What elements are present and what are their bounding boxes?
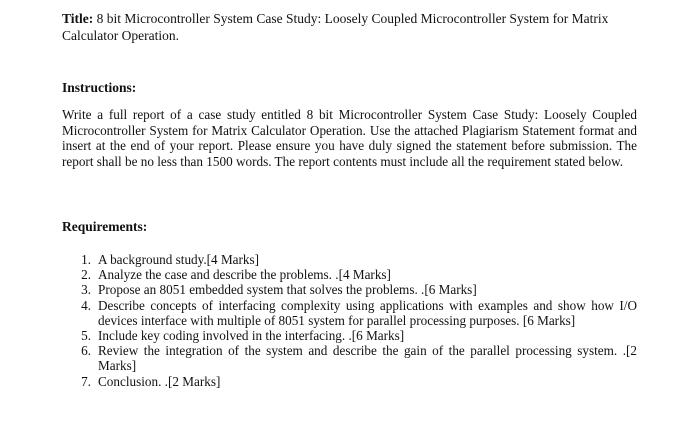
requirement-item (62, 267, 637, 282)
requirement-item (62, 374, 637, 389)
requirement-number: 1. (81, 252, 91, 267)
requirement-number: 6. (81, 343, 91, 359)
requirement-item (62, 298, 637, 328)
requirement-number: 3. (81, 282, 91, 298)
requirement-item (62, 282, 637, 297)
requirements-list (62, 252, 637, 389)
instructions-body: Write a full report of a case study entitled 8 bit Microcontroller System Case Study: Loosely Coupled Microcontroller System for Matrix Calculator Operation. Use the attached Plagiarism Statement format and insert at the end of your report. Please ensure you have duly signed the statement before submission. The report shall be no less than 1500 words. The report contents must include all the requirement stated below. (62, 107, 637, 169)
requirement-item (62, 328, 637, 343)
requirement-number: 5. (81, 328, 91, 344)
title-text: 8 bit Microcontroller System Case Study: Loosely Coupled Microcontroller System for Matrix Calculator Operation. (62, 11, 609, 43)
requirement-text: A background study.[4 Marks] (98, 252, 260, 267)
requirement-text: Conclusion. .[2 Marks] (98, 373, 221, 389)
instructions-heading: Instructions: (62, 80, 137, 95)
requirement-number: 7. (81, 373, 91, 389)
requirement-text: Review the integration of the system and describe the gain of the parallel processing system. .[2 Marks] (98, 343, 637, 374)
requirement-number: 4. (81, 297, 91, 313)
requirement-item (62, 343, 637, 373)
requirement-text: Describe concepts of interfacing complexity using applications with examples and show how I/O devices interface with multiple of 8051 system for parallel processing purposes. [6 Marks] (98, 297, 637, 328)
requirements-heading: Requirements: (62, 219, 148, 234)
document-title (62, 10, 662, 44)
title-label: Title: (62, 11, 94, 26)
requirement-text: Propose an 8051 embedded system that solves the problems. .[6 Marks] (98, 282, 477, 298)
requirement-text: Include key coding involved in the interfacing. .[6 Marks] (98, 328, 405, 344)
requirement-text: Analyze the case and describe the problems. .[4 Marks] (98, 267, 391, 283)
requirement-item (62, 252, 637, 267)
requirement-number: 2. (81, 267, 91, 283)
